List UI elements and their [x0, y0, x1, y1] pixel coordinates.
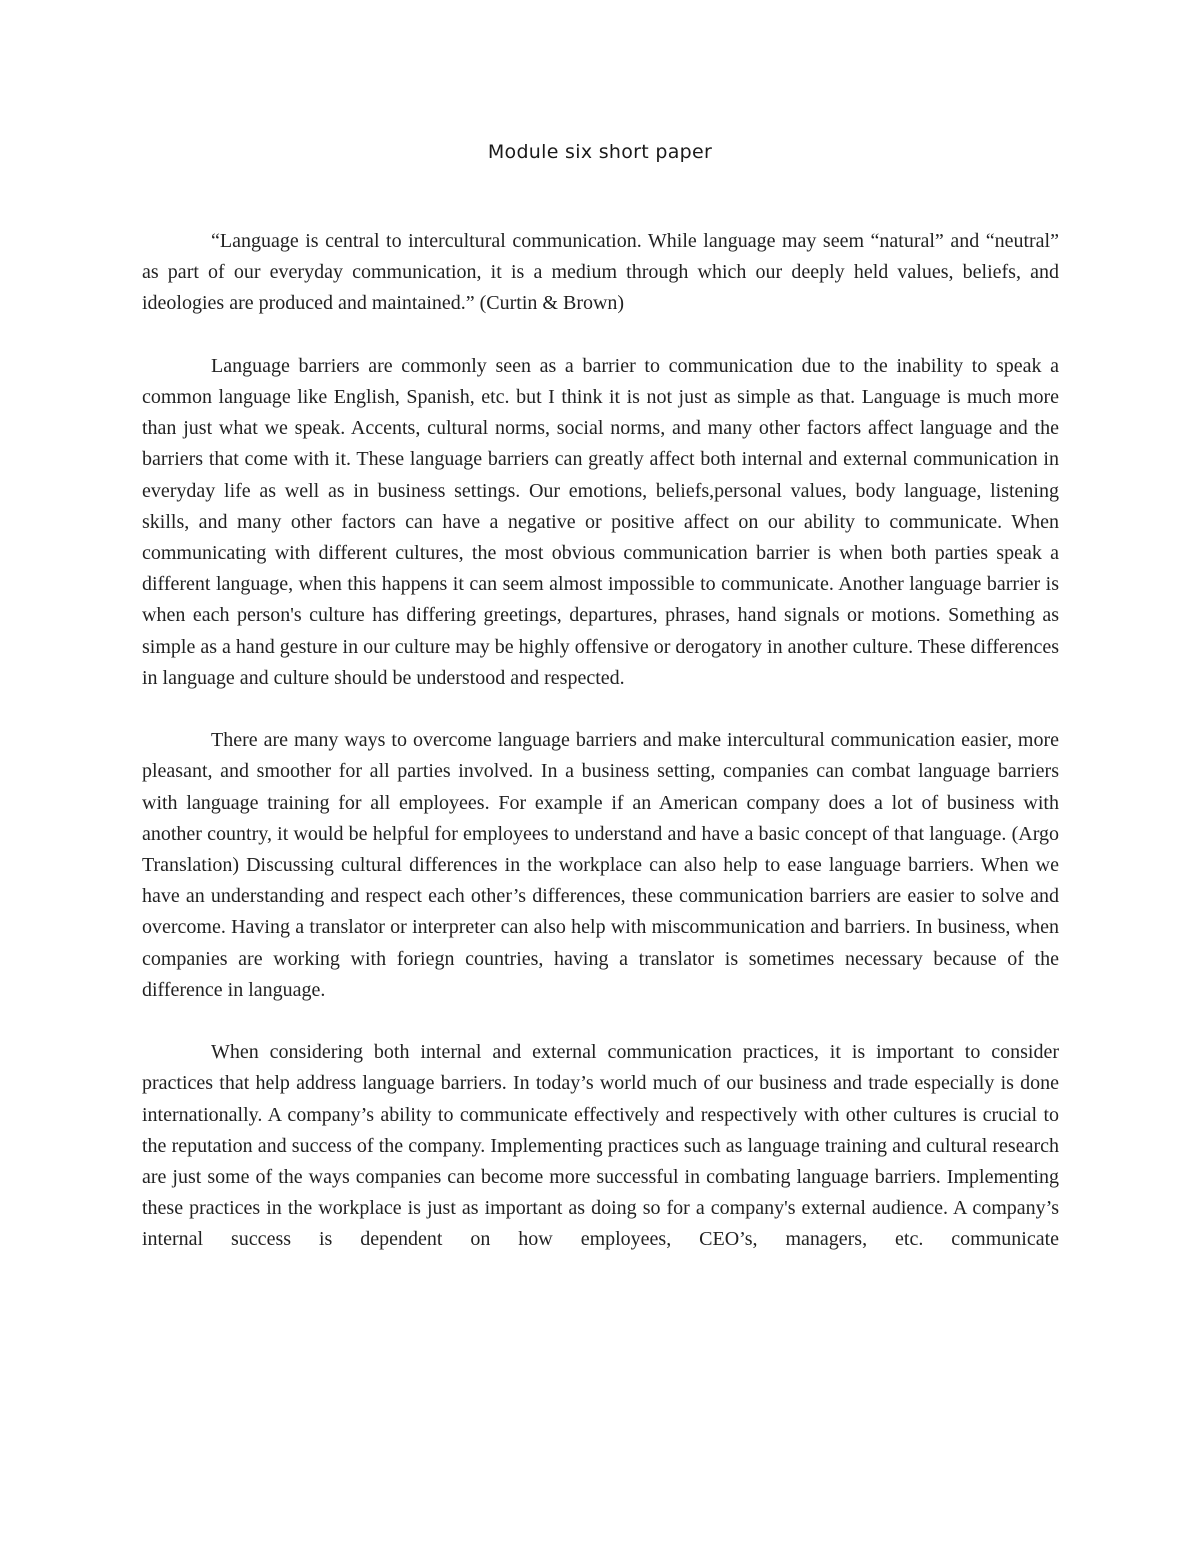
document-title: Module six short paper [487, 141, 713, 163]
paragraph-communication-practices: When considering both internal and external communication practices, it is important to consider practices that help address language barriers. In today’s world much of our business and trade especially is done internationally. A company’s ability to communicate effectively and respectively with other cultures is crucial to the reputation and success of the company. Implementing practices such as language training and cultural research are just some of the ways companies can become more successful in combating language barriers. Implementing these practices in the workplace is just as important as doing so for a company's external audience. A company’s internal success is dependent on how employees, CEO’s, managers, etc. communicate [142, 1041, 1059, 1251]
paragraph-overcoming-barriers: There are many ways to overcome language barriers and make intercultural communication easier, more pleasant, and smoother for all parties involved. In a business setting, companies can combat language barriers with language training for all employees. For example if an American company does a lot of business with another country, it would be helpful for employees to understand and have a basic concept of that language. (Argo Translation) Discussing cultural differences in the workplace can also help to ease language barriers. When we have an understanding and respect each other’s differences, these communication barriers are easier to solve and overcome. Having a translator or interpreter can also help with miscommunication and barriers. In business, when companies are working with foriegn countries, having a translator is sometimes necessary because of the difference in language. [142, 729, 1059, 1001]
paragraph-quote: “Language is central to intercultural communication. While language may seem “natural” and “neutral” as part of our everyday communication, it is a medium through which our deeply held values, beliefs, and ideologies are produced and maintained.” (Curtin & Brown) [142, 230, 1059, 315]
document-body [142, 226, 1059, 1287]
paragraph-language-barriers: Language barriers are commonly seen as a barrier to communication due to the inability to speak a common language like English, Spanish, etc. but I think it is not just as simple as that. Language is much more than just what we speak. Accents, cultural norms, social norms, and many other factors affect language and the barriers that come with it. These language barriers can greatly affect both internal and external communication in everyday life as well as in business settings. Our emotions, beliefs,personal values, body language, listening skills, and many other factors can have a negative or positive affect on our ability to communicate. When communicating with different cultures, the most obvious communication barrier is when both parties speak a different language, when this happens it can seem almost impossible to communicate. Another language barrier is when each person's culture has differing greetings, departures, phrases, hand signals or motions. Something as simple as a hand gesture in our culture may be highly offensive or derogatory in another culture. These differences in language and culture should be understood and respected. [142, 354, 1059, 689]
